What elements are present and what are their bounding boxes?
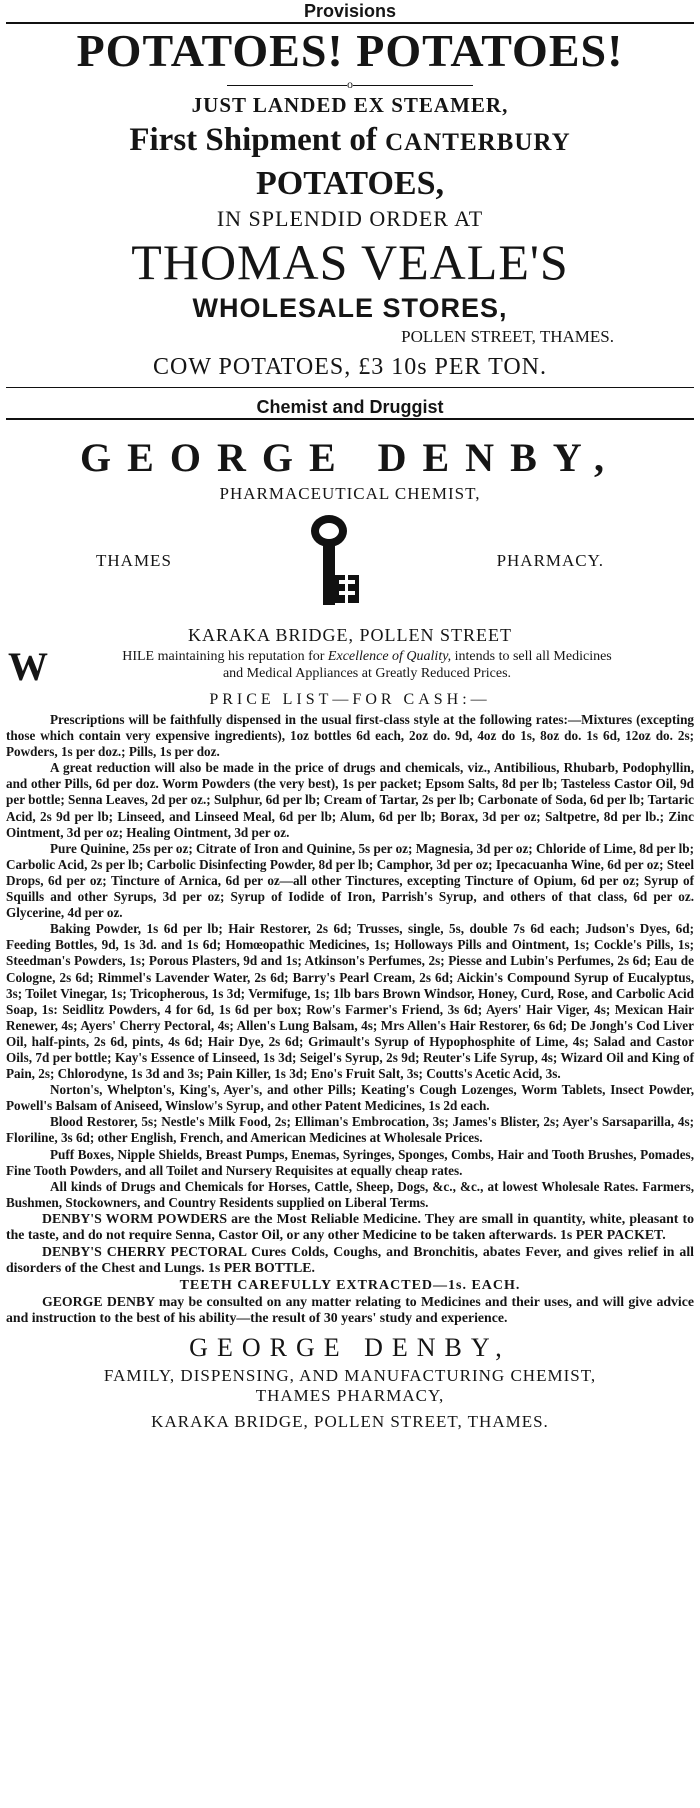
price-paragraph: Prescriptions will be faithfully dispensed in the usual first-class style at the following rates:—Mixtures (excepting those which contain very expensive ingredients), 1oz bottles 6d each, 2oz do. 9d, 4oz do 1s, 8oz do. 1s 6d, 12oz do. 2s; Powders, 1s per doz.; Pills, 1s per doz. <box>6 712 694 760</box>
intro-paragraph <box>6 644 694 689</box>
specialties-body <box>6 1211 694 1277</box>
chemist-title: PHARMACEUTICAL CHEMIST, <box>219 484 481 503</box>
potatoes-headline: POTATOES! POTATOES! <box>76 25 624 76</box>
teeth-extraction-notice: TEETH CAREFULLY EXTRACTED—1s. EACH. <box>179 1277 521 1293</box>
splendid-order-line: IN SPLENDID ORDER AT <box>216 206 484 231</box>
ornament-mark: o <box>347 77 353 91</box>
key-emblem-row <box>6 506 694 616</box>
consultation-paragraph: GEORGE DENBY may be consulted on any matter relating to Medicines and their uses, and will give advice and instruction to the best of his ability—the result of 30 years' study and experience. <box>6 1293 694 1325</box>
intro-line-1 <box>40 648 694 665</box>
price-paragraph: Norton's, Whelpton's, King's, Ayer's, and other Pills; Keating's Cough Lozenges, Worm Tablets, Insect Powder, Powell's Balsam of Aniseed, Winslow's Syrup, and other Patent Medicines, 1s 2d each. <box>6 1082 694 1114</box>
potatoes-line: POTATOES, <box>256 165 444 202</box>
intro-line-2: and Medical Appliances at Greatly Reduced Prices. <box>222 666 512 681</box>
ornament-divider <box>6 78 694 90</box>
cow-potatoes-price: COW POTATOES, £3 10s PER TON. <box>152 354 548 380</box>
footer-line-1: FAMILY, DISPENSING, AND MANUFACTURING CHEMIST, <box>103 1366 597 1386</box>
wholesale-stores: WHOLESALE STORES, <box>192 293 508 323</box>
footer-line-2: THAMES PHARMACY, <box>255 1386 445 1406</box>
cherry-pectoral-paragraph: DENBY'S CHERRY PECTORAL Cures Colds, Coughs, and Bronchitis, abates Fever, and gives relief in all disorders of the Chest and Lungs. 1s PER BOTTLE. <box>6 1243 694 1276</box>
intro-text-italic: Excellence of Quality, <box>327 649 452 664</box>
first-shipment-line <box>6 120 694 163</box>
worm-powders-paragraph: DENBY'S WORM POWDERS are the Most Reliable Medicine. They are small in quantity, white, pleasant to the taste, and do not require Senna, Castor Oil, or any other Medicine to be taken afterwards. 1s PER PACKET. <box>6 1210 694 1243</box>
price-paragraph: All kinds of Drugs and Chemicals for Horses, Cattle, Sheep, Dogs, &c., &c., at lowest Wholesale Rates. Farmers, Bushmen, Stockowners, and Country Residents supplied on Liberal Terms. <box>6 1178 694 1210</box>
pharmacy-address: KARAKA BRIDGE, POLLEN STREET <box>188 625 512 645</box>
price-paragraph: Baking Powder, 1s 6d per lb; Hair Restorer, 2s 6d; Trusses, single, 5s, double 7s 6d each; Judson's Dyes, 6d; Feeding Bottles, 9d, 1s 3d. and 1s 6d; Homœopathic Medicines, 1s; Holloways Pills and Ointment, 1s; Cockle's Pills, 1s; Steedman's Powders, 1s; Porous Plasters, 9d and 1s; Atkinson's Perfumes, 2s; Piesse and Lubin's Perfumes, 2s 6d; Eau de Cologne, 2s 6d; Rimmel's Lavender Water, 2s 6d; Barry's Pearl Cream, 2s 6d; Aickin's Compound Syrup of Eucalyptus, 3s; Toilet Vinegar, 1s; Tricopherous, 1s 3d; Vermifuge, 1s; 1lb bars Brown Windsor, Honey, Curd, Rose, and Carbolic Acid Soap, 1s: Seidlitz Powders, 4 for 6d, 1s 6d per box; Row's Farmer's Friend, 3s 6d; Ayers' Hair Viger, 4s; Mexican Hair Renewer, 4s; Ayers' Cherry Pectoral, 4s; Allen's Lung Balsam, 4s; Mrs Allen's Hair Restorer, 6s 6d; De Jongh's Cod Liver Oil, half-pints, 2s 6d, pints, 4s 6d; Hair Dye, 2s 6d; Grimault's Syrup of Hypophosphite of Lime, 4s; Salad and Castor Oils, 7d per bottle; Kay's Essence of Linseed, 1s 3d; Seigel's Syrup, 2s 9d; Reuter's Life Syrup, 4s; Wizard Oil and King of Pain, 2s; Chlorodyne, 1s 3d and 3s; Pain Killer, 1s 3d; Eno's Fruit Salt, 3s; Coutts's Acetic Acid, 3s. <box>6 921 694 1082</box>
price-paragraph: Blood Restorer, 5s; Nestle's Milk Food, 2s; Elliman's Embrocation, 3s; James's Blister, 2s; Ayer's Sarsaparilla, 4s; Floriline, 3s 6d; other English, French, and American Medicines at Wholesale Prices. <box>6 1114 694 1146</box>
intro-text-a: HILE maintaining his reputation for <box>122 649 328 664</box>
merchant-name: THOMAS VEALE'S <box>131 234 569 290</box>
drop-cap: W <box>8 644 48 689</box>
price-paragraph: Pure Quinine, 25s per oz; Citrate of Iron and Quinine, 5s per oz; Magnesia, 3d per oz; Chloride of Lime, 8d per lb; Carbolic Acid, 2s per lb; Carbolic Disinfecting Powder, 8d per lb; Camphor, 3d per oz; Ipecacuanha Wine, 6d per oz; Steel Drops, 6d per oz; Tincture of Arnica, 6d per oz—all other Tinctures, excepting Tincture of Opium, 6d per oz; Syrup of Squills and other Syrups, 3d per oz; Syrup of Iodide of Iron, Parrish's Syrup, and others of that class, 6d per oz. Glycerine, 4d per oz. <box>6 840 694 921</box>
just-landed-line: JUST LANDED EX STEAMER, <box>191 93 509 117</box>
footer-line-3: KARAKA BRIDGE, POLLEN STREET, THAMES. <box>151 1412 549 1432</box>
store-address: POLLEN STREET, THAMES. <box>401 327 614 346</box>
section-title-provisions: Provisions <box>303 1 397 21</box>
canterbury-text: CANTERBURY <box>385 129 571 156</box>
price-paragraph: A great reduction will also be made in the price of drugs and chemicals, viz., Antibilious, Rhubarb, Podophyllin, and other Pills, 6d per doz. Worm Powders (the very best), 1s per packet; Epsom Salts, 8d per lb; Tasteless Castor Oil, 9d per bottle; Senna Leaves, 2d per oz.; Sulphur, 6d per lb; Cream of Tartar, 2s per lb; Carbonate of Soda, 6d per lb; Tartaric Acid, 2s 9d per lb; Linseed, and Linseed Meal, 6d per lb; Alum, 6d per lb; Borax, 3d per oz; Saltpetre, 8d per lb.; Zinc Ointment, 3d per oz; Healing Ointment, 3d per oz. <box>6 760 694 840</box>
intro-text-b: intends to sell all Medicines <box>451 649 612 664</box>
first-shipment-text: First Shipment of <box>129 122 377 158</box>
section-title-chemist: Chemist and Druggist <box>256 397 444 417</box>
key-icon <box>299 511 369 611</box>
footer-chemist-name: GEORGE DENBY, <box>189 1333 511 1363</box>
price-list-body <box>6 712 694 1211</box>
price-paragraph: Puff Boxes, Nipple Shields, Breast Pumps, Enemas, Syringes, Sponges, Combs, Hair and Tooth Brushes, Pomades, Fine Tooth Powders, and all Toilet and Nursery Requisites at equally cheap rates. <box>6 1146 694 1178</box>
thames-label: THAMES <box>96 551 172 570</box>
chemist-name: GEORGE DENBY, <box>80 435 620 480</box>
pharmacy-label: PHARMACY. <box>496 551 604 570</box>
price-list-heading: PRICE LIST—FOR CASH:— <box>209 691 491 708</box>
consultation-body <box>6 1294 694 1327</box>
